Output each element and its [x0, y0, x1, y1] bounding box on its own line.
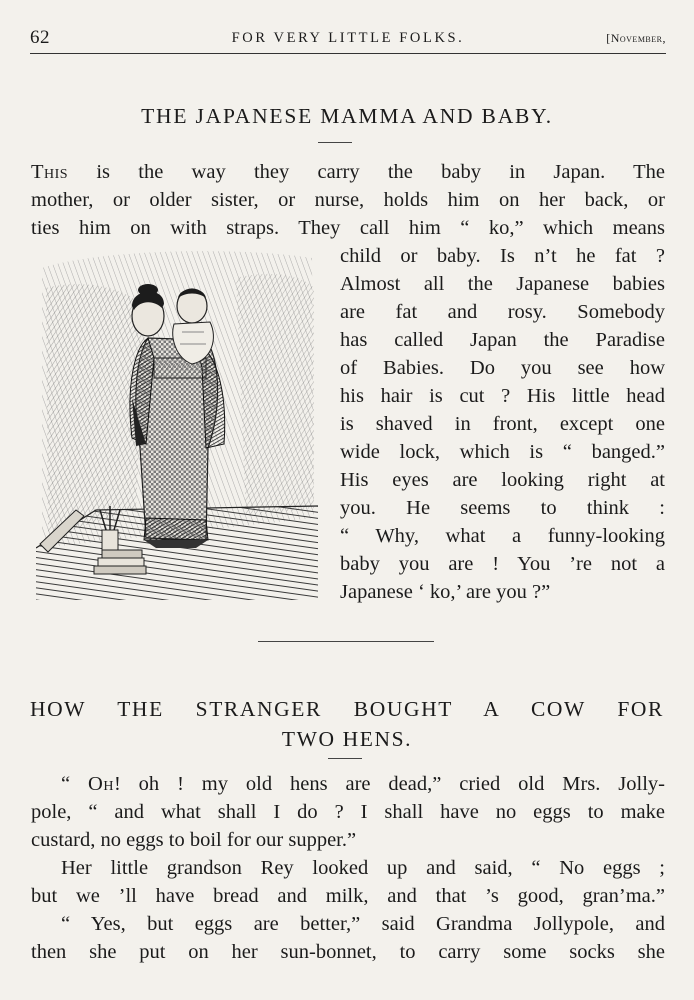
header-rule: [30, 53, 666, 54]
text-line: “ Oh! oh ! my old hens are dead,” cried old Mrs. Jolly-: [61, 773, 665, 795]
article1-intro-text: [31, 158, 665, 242]
text-line: pole, “ and what shall I do ? I shall have no eggs to make: [31, 801, 665, 823]
text-line: child or baby. Is n’t he fat ?: [340, 245, 665, 267]
text-line: has called Japan the Paradise: [340, 329, 665, 351]
text-line: is shaved in front, except one: [340, 413, 665, 435]
text-line: his hair is cut ? His little head: [340, 385, 665, 407]
text-line: then she put on her sun-bonnet, to carry some socks she: [31, 941, 665, 963]
article2-text: [31, 770, 665, 966]
text-line: Japanese ‘ ko,’ are you ?”: [340, 581, 551, 603]
text-line: you. He seems to think :: [340, 497, 665, 519]
text-line: baby you are ! You ’re not a: [340, 553, 665, 575]
text-line: Almost all the Japanese babies: [340, 273, 665, 295]
text-line: “ Why, what a funny-looking: [340, 525, 665, 547]
text-line: custard, no eggs to boil for our supper.”: [31, 829, 357, 851]
article-title-stranger: [30, 694, 664, 754]
title-line: TWO HENS.: [281, 727, 413, 751]
title-underline-rule: [318, 142, 352, 143]
text-line: mother, or older sister, or nurse, holds him on her back, or: [31, 189, 665, 211]
text-line: This is the way they carry the baby in Japan. The: [31, 161, 665, 183]
article1-wrapped-text: [340, 242, 665, 606]
text-line: Her little grandson Rey looked up and said, “ No eggs ;: [61, 857, 665, 879]
text-line: His eyes are looking right at: [340, 469, 665, 491]
running-month: [November,: [606, 31, 666, 45]
article-title-japanese: THE JAPANESE MAMMA AND BABY.: [141, 104, 553, 128]
text-line: wide lock, which is “ banged.”: [340, 441, 665, 463]
engraving-japanese-mother-and-baby: [36, 248, 318, 600]
title-underline-rule: [328, 758, 362, 759]
running-title: FOR VERY LITTLE FOLKS.: [231, 30, 465, 46]
title-line: HOW THE STRANGER BOUGHT A COW FOR: [30, 697, 664, 721]
running-head: [30, 27, 666, 49]
page-number: 62: [30, 27, 50, 48]
text-line: are fat and rosy. Somebody: [340, 301, 665, 323]
text-line: “ Yes, but eggs are better,” said Grandma Jollypole, and: [61, 913, 665, 935]
text-line: ties him on with straps. They call him “ ko,” which means: [31, 217, 665, 239]
text-line: of Babies. Do you see how: [340, 357, 665, 379]
text-line: but we ’ll have bread and milk, and that ’s good, gran’ma.”: [31, 885, 665, 907]
section-divider-rule: [258, 641, 434, 642]
